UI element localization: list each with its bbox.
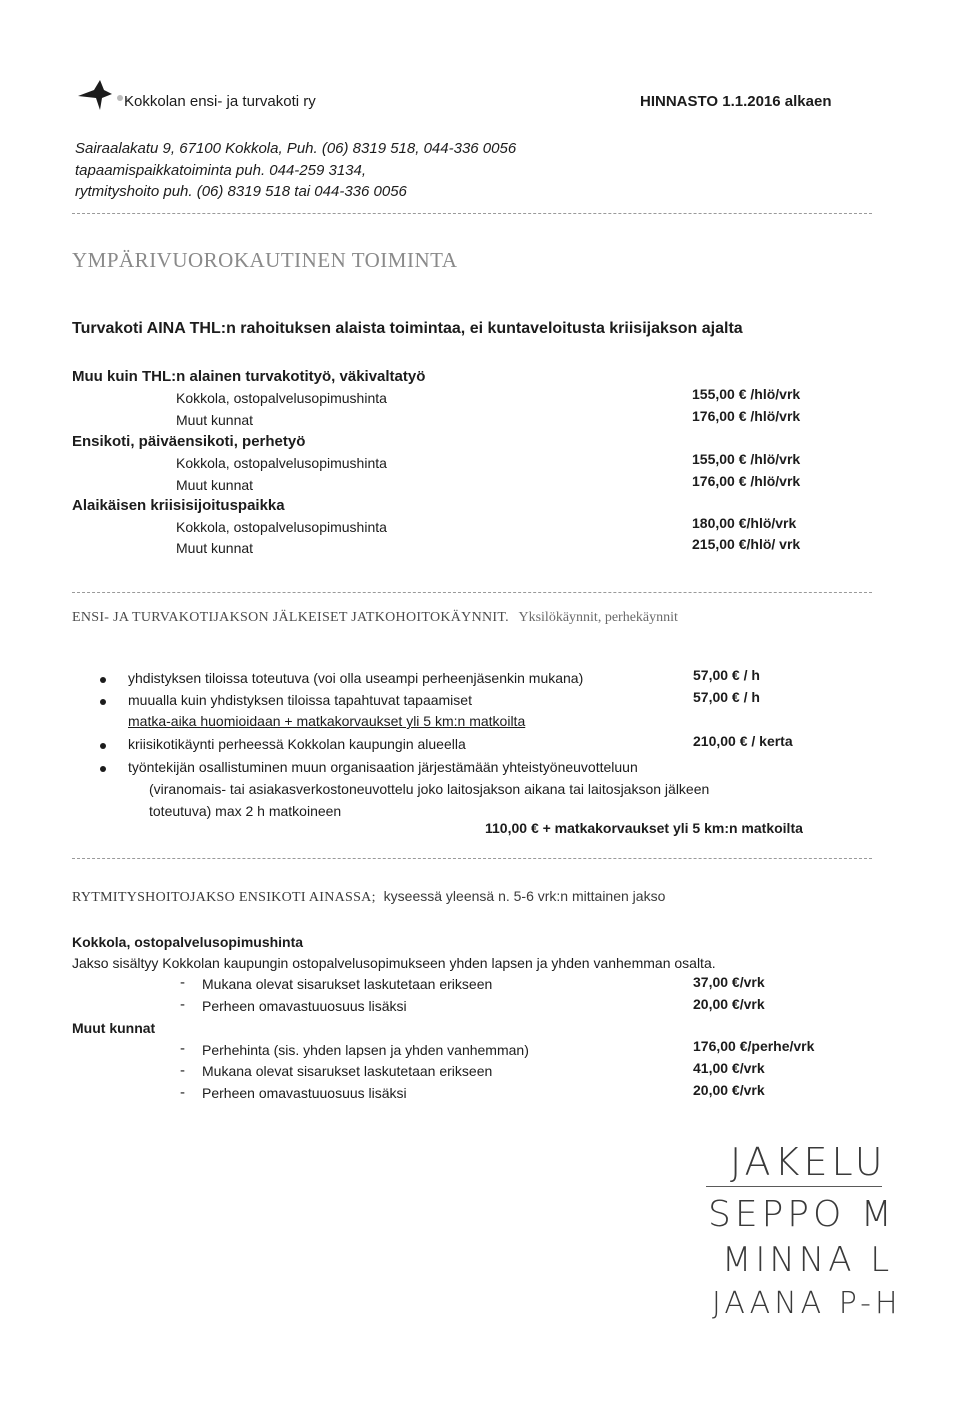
contact-line: Sairaalakatu 9, 67100 Kokkola, Puh. (06) 8319 518, 044-336 0056 bbox=[75, 140, 517, 157]
list-item: yhdistyksen tiloissa toteutuva (voi olla useampi perheenjäsenkin mukana) bbox=[128, 670, 584, 686]
group-title: Muu kuin THL:n alainen turvakotityö, väkivaltatyö bbox=[72, 368, 426, 385]
bullet-icon bbox=[100, 677, 106, 683]
item-continuation: toteutuva) max 2 h matkoineen bbox=[149, 803, 342, 819]
list-item: työntekijän osallistuminen muun organisaation järjestämään yhteistyöneuvotteluun bbox=[128, 759, 638, 775]
item-price: 210,00 € / kerta bbox=[693, 733, 793, 749]
section-heading bbox=[72, 888, 665, 906]
price-list-title: HINNASTO 1.1.2016 alkaen bbox=[640, 93, 832, 110]
group-title: Alaikäisen kriisisijoituspaikka bbox=[72, 497, 285, 514]
section-heading-main: RYTMITYSHOITOJAKSO ENSIKOTI AINASSA; bbox=[72, 890, 376, 905]
row-label: Mukana olevat sisarukset laskutetaan erikseen bbox=[202, 1063, 493, 1079]
bullet-icon bbox=[100, 743, 106, 749]
row-price: 20,00 €/vrk bbox=[693, 1082, 765, 1098]
divider bbox=[72, 213, 872, 214]
group-title: Ensikoti, päiväensikoti, perhetyö bbox=[72, 433, 306, 450]
row-label: Perheen omavastuuosuus lisäksi bbox=[202, 998, 407, 1014]
divider bbox=[72, 592, 872, 593]
row-label: Muut kunnat bbox=[176, 477, 254, 493]
dash-marker: - bbox=[180, 1084, 185, 1101]
section-heading bbox=[72, 610, 678, 626]
row-price: 180,00 €/hlö/vrk bbox=[692, 515, 797, 531]
list-item: muualla kuin yhdistyksen tiloissa tapahtuvat tapaamiset bbox=[128, 692, 472, 708]
row-label: Muut kunnat bbox=[176, 540, 254, 556]
row-price: 176,00 € /hlö/vrk bbox=[692, 473, 801, 489]
aina-note: Turvakoti AINA THL:n rahoituksen alaista toimintaa, ei kuntaveloitusta kriisijakson ajalta bbox=[72, 320, 743, 337]
handwritten-note: SEPPO M bbox=[708, 1194, 896, 1235]
section-heading-suffix: kyseessä yleensä n. 5-6 vrk:n mittainen jakso bbox=[383, 888, 666, 904]
row-price: 215,00 €/hlö/ vrk bbox=[692, 536, 801, 552]
item-note: matka-aika huomioidaan + matkakorvaukset yli 5 km:n matkoilta bbox=[128, 713, 526, 729]
row-price: 20,00 €/vrk bbox=[693, 996, 765, 1012]
row-price: 37,00 €/vrk bbox=[693, 974, 765, 990]
row-label: Perhehinta (sis. yhden lapsen ja yhden vanhemman) bbox=[202, 1042, 529, 1058]
subsection-title: Kokkola, ostopalvelusopimushinta bbox=[72, 934, 304, 950]
bullet-icon bbox=[100, 699, 106, 705]
dash-marker: - bbox=[180, 996, 185, 1013]
row-price: 41,00 €/vrk bbox=[693, 1060, 765, 1076]
row-label: Perheen omavastuuosuus lisäksi bbox=[202, 1085, 407, 1101]
section-heading-suffix: Yksilökäynnit, perhekäynnit bbox=[518, 610, 678, 625]
row-label: Kokkola, ostopalvelusopimushinta bbox=[176, 455, 387, 471]
bullet-icon bbox=[100, 766, 106, 772]
subsection-title: Muut kunnat bbox=[72, 1020, 156, 1036]
row-label: Muut kunnat bbox=[176, 412, 254, 428]
row-label: Kokkola, ostopalvelusopimushinta bbox=[176, 390, 387, 406]
handwritten-note: JAANA P-H bbox=[712, 1286, 902, 1321]
row-price: 155,00 € /hlö/vrk bbox=[692, 386, 801, 402]
dash-marker: - bbox=[180, 1040, 185, 1057]
contact-line: tapaamispaikkatoiminta puh. 044-259 3134, bbox=[75, 162, 367, 179]
dash-marker: - bbox=[180, 974, 185, 991]
row-price: 155,00 € /hlö/vrk bbox=[692, 451, 801, 467]
org-name: Kokkolan ensi- ja turvakoti ry bbox=[124, 93, 316, 110]
row-label: Kokkola, ostopalvelusopimushinta bbox=[176, 519, 387, 535]
divider bbox=[72, 858, 872, 859]
handwritten-underline bbox=[706, 1186, 882, 1187]
row-price: 176,00 €/perhe/vrk bbox=[693, 1038, 815, 1054]
item-price: 110,00 € + matkakorvaukset yli 5 km:n matkoilta bbox=[485, 820, 803, 836]
section-heading: YMPÄRIVUOROKAUTINEN TOIMINTA bbox=[72, 248, 458, 272]
handwritten-note: JAKELU bbox=[730, 1140, 887, 1184]
row-label: Mukana olevat sisarukset laskutetaan erikseen bbox=[202, 976, 493, 992]
list-item: kriisikotikäynti perheessä Kokkolan kaupungin alueella bbox=[128, 736, 466, 752]
row-price: 176,00 € /hlö/vrk bbox=[692, 408, 801, 424]
section-heading-main: ENSI- JA TURVAKOTIJAKSON JÄLKEISET JATKOHOITOKÄYNNIT. bbox=[72, 610, 509, 625]
item-continuation: (viranomais- tai asiakasverkostoneuvottelu joko laitosjakson aikana tai laitosjakson jälkeen bbox=[149, 781, 710, 797]
item-price: 57,00 € / h bbox=[693, 689, 760, 705]
item-price: 57,00 € / h bbox=[693, 667, 760, 683]
handwritten-note: MINNA L bbox=[722, 1240, 894, 1280]
subsection-desc: Jakso sisältyy Kokkolan kaupungin ostopalvelusopimukseen yhden lapsen ja yhden vanhemman osalta. bbox=[72, 955, 716, 971]
dash-marker: - bbox=[180, 1062, 185, 1079]
contact-line: rytmityshoito puh. (06) 8319 518 tai 044-336 0056 bbox=[75, 183, 407, 200]
